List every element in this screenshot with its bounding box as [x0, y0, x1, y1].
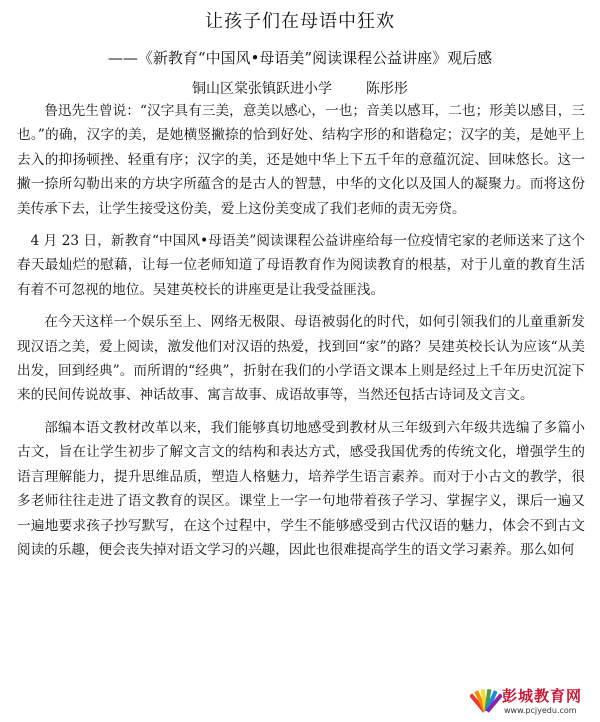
author-line: [0, 79, 600, 99]
site-watermark-logo: [468, 682, 596, 720]
document-title: 让孩子们在母语中狂欢: [205, 11, 395, 32]
watermark-site-name: 彭城教育网: [502, 687, 583, 705]
paragraph: 4 月 23 日，新教育“中国风•母语美”阅读课程公益讲座给每一位疫情宅家的老师送来了这个春天最灿烂的慰藉，让每一位老师知道了母语教育作为阅读教育的根基，对于儿童的教育生活有着不可忽视的地位。吴建英校长的讲座更是让我受益匪浅。: [17, 233, 585, 298]
paragraph: 在今天这样一个娱乐至上、网络无极限、母语被弱化的时代，如何引领我们的儿童重新发现汉语之美，爱上阅读，激发他们对汉语的热爱，找到回“家”的路？吴建英校长认为应该“从美出发，回到经典”。而所谓的“经典”，折射在我们的小学语文课本上则是经过上千年历史沉淀下来的民间传说故事、神话故事、寓言故事、成语故事等，当然还包括古诗词及文言文。: [17, 314, 585, 404]
watermark-url: www.pcjyedu.com: [504, 706, 577, 715]
article-body: [17, 99, 585, 562]
paragraph: 鲁迅先生曾说：“汉字具有三美，意美以感心，一也；音美以感耳，二也；形美以感目，三也。”的确，汉字的美，是她横竖撇捺的恰到好处、结构字形的和谐稳定；汉字的美，是她平上去入的抑扬顿挫、轻重有序；汉字的美，还是她中华上下五千年的意蕴沉淀、回味悠长。这一撇一捺所勾勒出来的方块字所蕴含的是古人的智慧，中华的文化以及国人的凝聚力。而将这份美传承下去，让学生接受这份美，爱上这份美变成了我们老师的责无旁贷。: [17, 103, 585, 217]
document-subtitle: ——《新教育“中国风•母语美”阅读课程公益讲座》观后感: [107, 49, 493, 67]
author-name: 陈彤彤: [366, 81, 408, 97]
rainbow-pencils-icon: [470, 685, 502, 717]
author-school: 铜山区棠张镇跃进小学: [192, 81, 332, 97]
paragraph: 部编本语文教材改革以来，我们能够真切地感受到教材从三年级到六年级共选编了多篇小古文，旨在让学生初步了解文言文的结构和表达方式，感受我国优秀的传统文化，增强学生的语言理解能力，提升思维品质，塑造人格魅力，培养学生语言素养。而对于小古文的教学，很多老师往往走进了语文教育的误区。课堂上一字一句地带着孩子学习、掌握字义，课后一遍又一遍地要求孩子抄写默写，在这个过程中，学生不能够感受到古代汉语的魅力，体会不到古文阅读的乐趣，便会丧失掉对语文学习的兴趣，因此也很难提高学生的语文学习素养。那么如何: [17, 419, 585, 558]
